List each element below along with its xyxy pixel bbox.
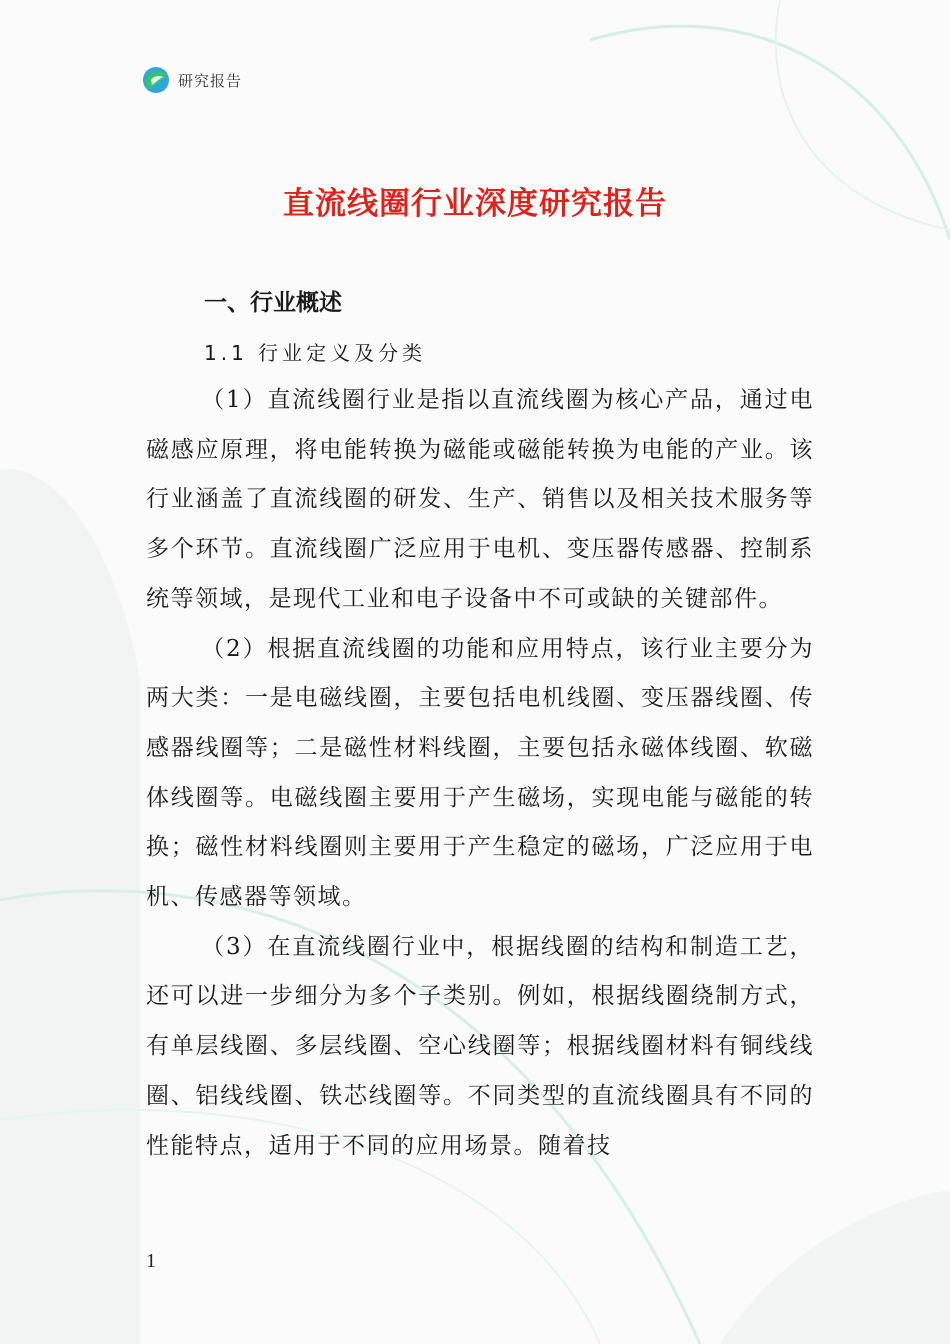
- subsection-heading: 1.1 行业定义及分类: [204, 341, 427, 365]
- body-text: [146, 376, 814, 1171]
- paragraph-1: （1）直流线圈行业是指以直流线圈为核心产品，通过电磁感应原理，将电能转换为磁能或磁能转换为电能的产业。该行业涵盖了直流线圈的研发、生产、销售以及相关技术服务等多个环节。直流线圈广泛应用于电机、变压器传感器、控制系统等领域，是现代工业和电子设备中不可或缺的关键部件。: [146, 387, 814, 612]
- header-label: 研究报告: [178, 71, 243, 90]
- report-header: [142, 66, 242, 94]
- document-title: 直流线圈行业深度研究报告: [283, 186, 667, 222]
- paragraph-3: （3）在直流线圈行业中，根据线圈的结构和制造工艺，还可以进一步细分为多个子类别。例如，根据线圈绕制方式，有单层线圈、多层线圈、空心线圈等；根据线圈材料有铜线线圈、铝线线圈、铁芯线圈等。不同类型的直流线圈具有不同的性能特点，适用于不同的应用场景。随着技: [146, 933, 814, 1159]
- paragraph-2: （2）根据直流线圈的功能和应用特点，该行业主要分为两大类：一是电磁线圈，主要包括电机线圈、变压器线圈、传感器线圈等；二是磁性材料线圈，主要包括永磁体线圈、软磁体线圈等。电磁线圈主要用于产生磁场，实现电能与磁能的转换；磁性材料线圈则主要用于产生稳定的磁场，广泛应用于电机、传感器等领域。: [146, 635, 814, 911]
- section-heading: 一、行业概述: [204, 290, 342, 316]
- page-number: 1: [146, 1250, 156, 1272]
- logo-icon: [142, 66, 170, 94]
